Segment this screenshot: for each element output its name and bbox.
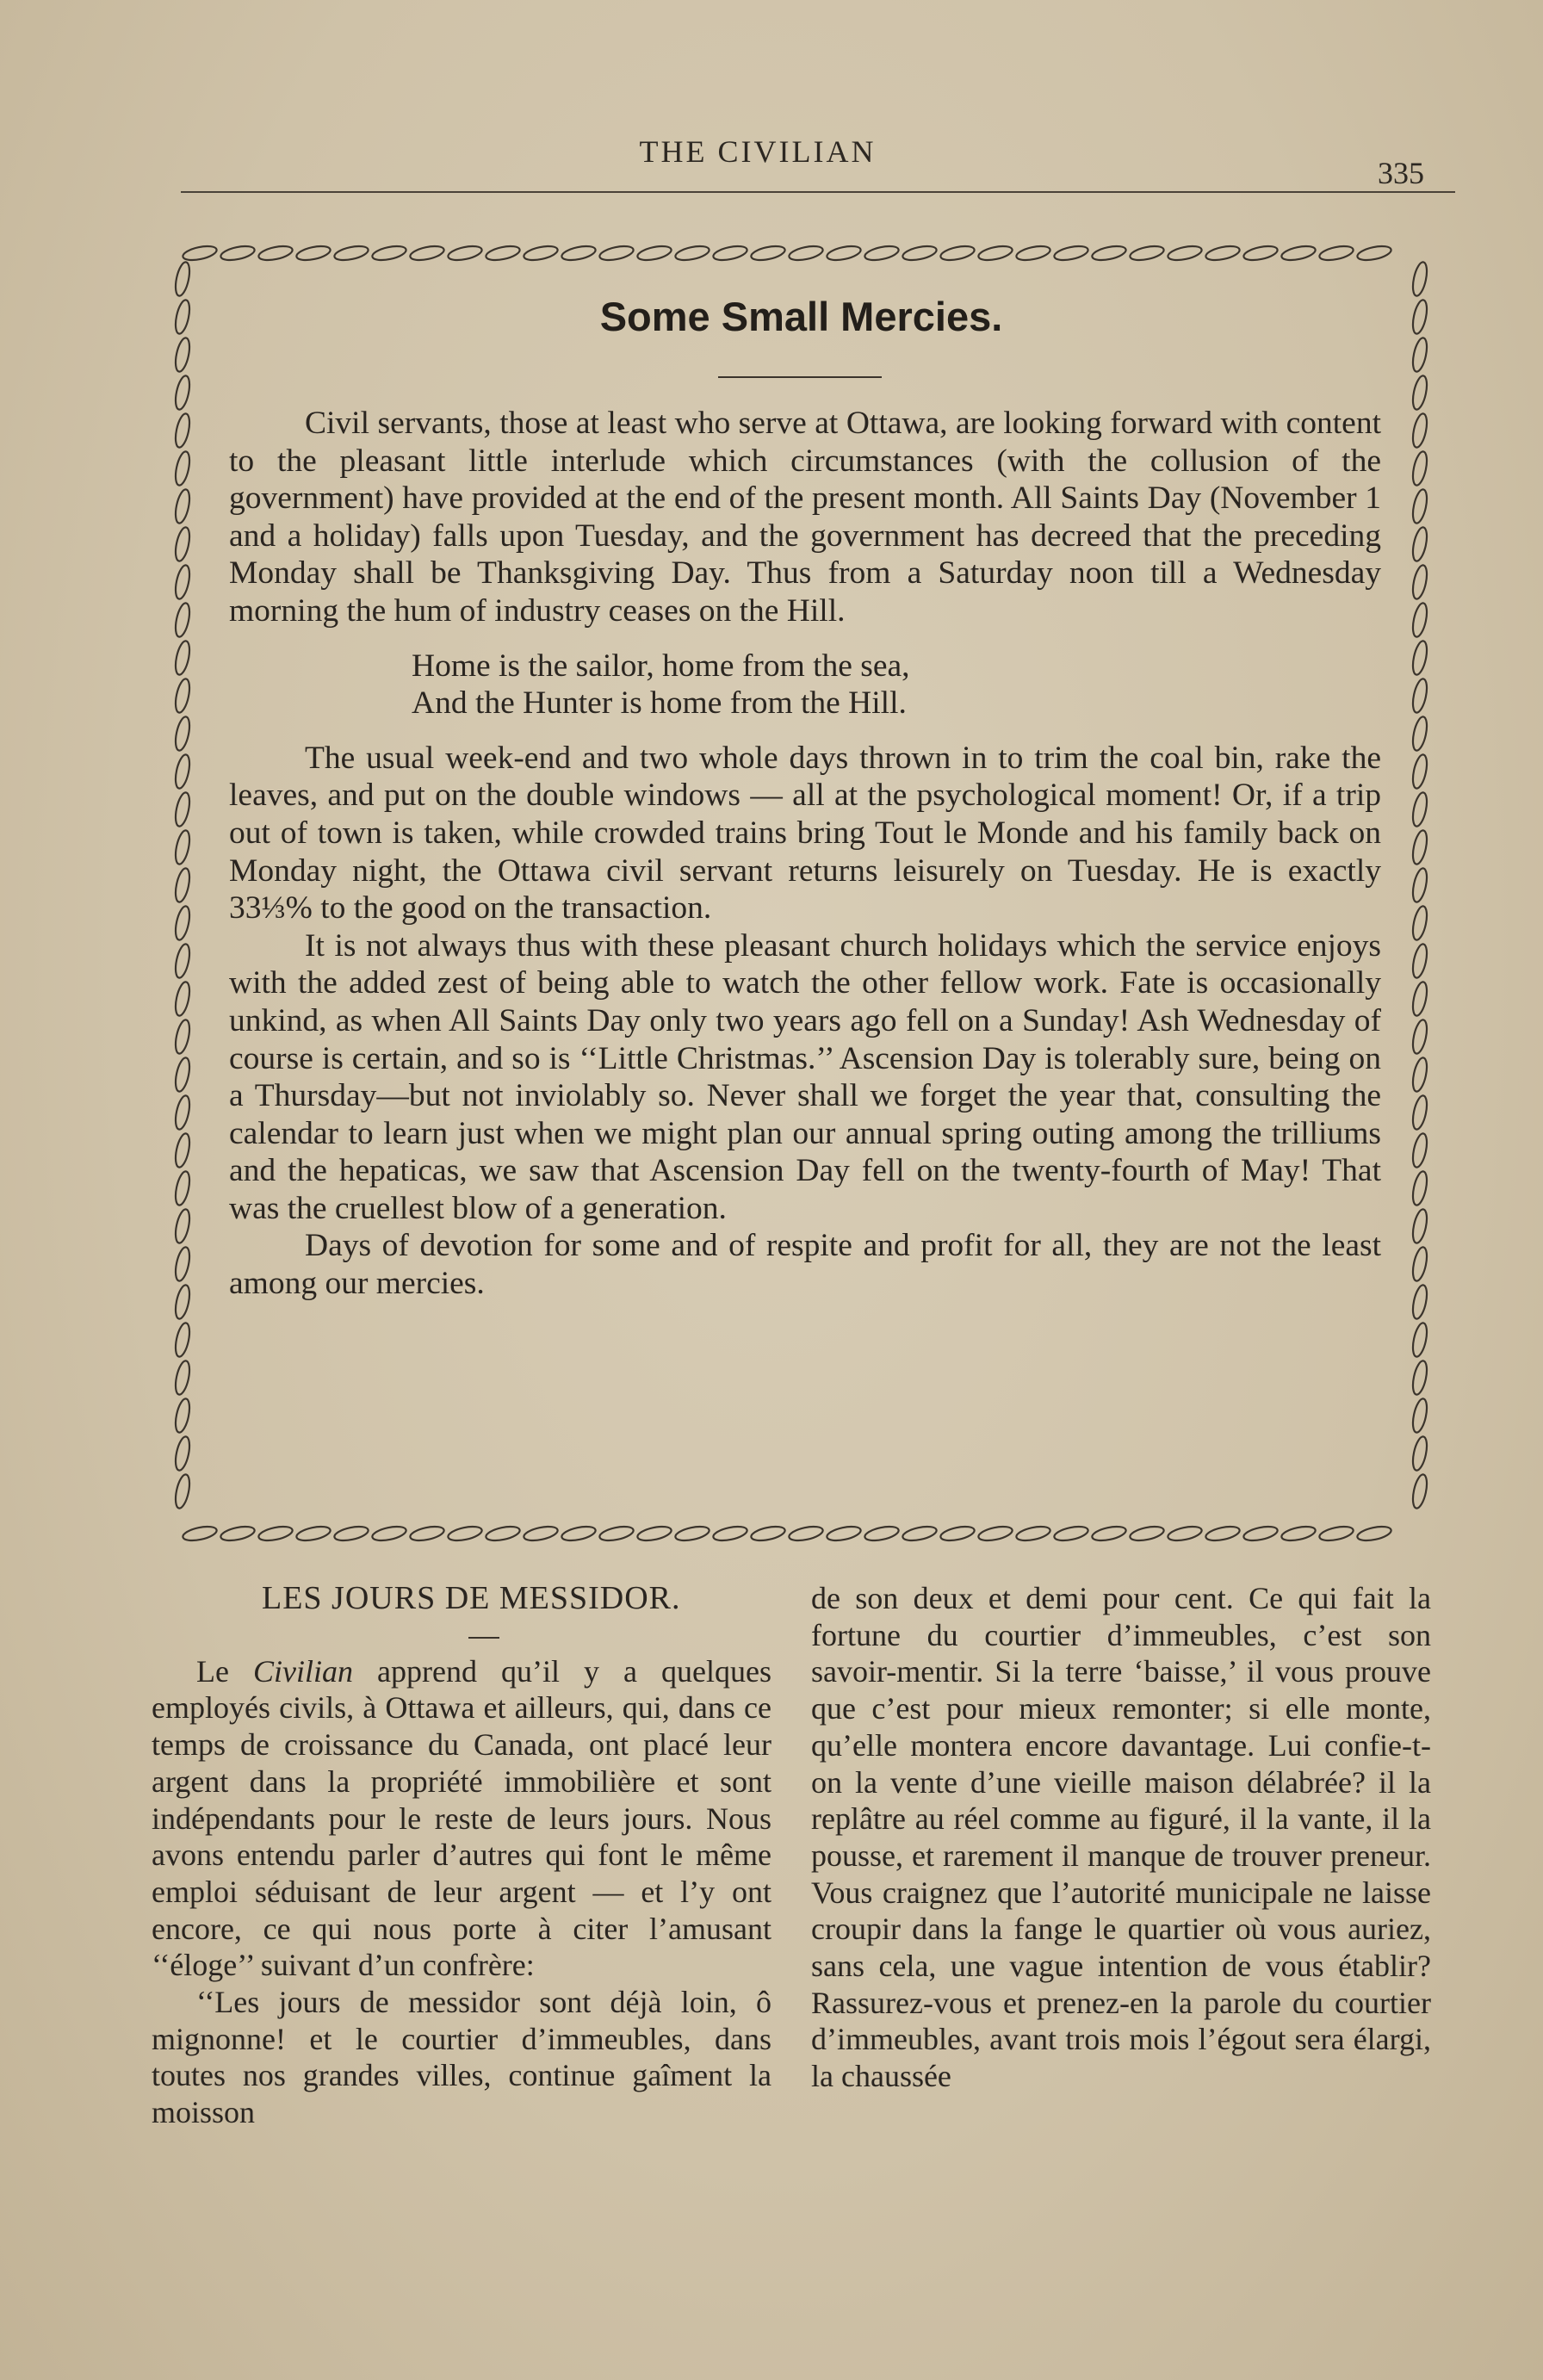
border-link [1410, 829, 1429, 865]
border-link [902, 244, 938, 263]
border-link [1242, 1524, 1279, 1543]
border-link [1280, 1524, 1317, 1543]
border-link [173, 678, 192, 714]
border-link [1015, 244, 1051, 263]
border-link [598, 244, 635, 263]
border-link [173, 1473, 192, 1509]
border-link [1167, 244, 1203, 263]
border-link [257, 244, 294, 263]
french-quote-continued: de son deux et demi pour cent. Ce qui fait la fortune du courtier d’immeubles, c’est son savoir-mentir. Si la terre ‘baisse,’ il vous prouve que c’est pour mieux remonter; si elle monte, qu’elle montera encore davantage. Lui confie-t-on la vente d’une vieille maison délabrée? il la replâtre au réel comme au figuré, il la vante, il la pousse, et rarement il manque de trouver preneur. Vous craignez que l’autorité municipale ne laisse croupir dans la fange le quartier où vous auriez, sans cela, une vague intention de vous établir? Rassurez-vous et prenez-en la parole du courtier d’immeubles, avant trois mois l’égout sera élargi, la chaussée [811, 1581, 1431, 2094]
border-link [173, 1322, 192, 1358]
border-link [173, 943, 192, 979]
verse-quote [229, 648, 1381, 722]
border-link [1410, 791, 1429, 827]
border-link [173, 412, 192, 449]
border-link [173, 488, 192, 524]
border-link [1410, 753, 1429, 790]
border-link [712, 1524, 748, 1543]
border-link [1129, 1524, 1165, 1543]
border-link [1410, 450, 1429, 487]
border-link [173, 981, 192, 1017]
page-number: 335 [1378, 156, 1424, 190]
border-link [1410, 602, 1429, 638]
border-link [750, 244, 786, 263]
border-link [788, 1524, 824, 1543]
article-body [229, 405, 1381, 1303]
border-link [1356, 1524, 1392, 1543]
border-link [902, 1524, 938, 1543]
border-link [173, 1057, 192, 1093]
border-link [1410, 1019, 1429, 1055]
border-link [826, 244, 862, 263]
border-link [636, 1524, 672, 1543]
border-link [712, 244, 748, 263]
border-link [1410, 1170, 1429, 1206]
border-link [939, 1524, 976, 1543]
border-link [1410, 1057, 1429, 1093]
border-link [1280, 244, 1317, 263]
border-link [561, 1524, 597, 1543]
border-link [173, 753, 192, 790]
border-link [1410, 412, 1429, 449]
boxed-article [170, 241, 1432, 1546]
border-link [561, 244, 597, 263]
border-link [636, 244, 672, 263]
border-link [1053, 244, 1089, 263]
article-paragraph-3: It is not always thus with these pleasant church holidays which the service enjoys with the added zest of being able to watch the other fellow work. Fate is occasionally unkind, as when All Saints Day only two years ago fell on a Sunday! Ash Wednesday of course is certain, and so is ‘‘Little Christmas.’’ Ascension Day is tolerably sure, being on a Thursday—but not inviolably so. Never shall we forget the year that, consulting the calendar to learn just when we might plan our annual spring outing among the trilliums and the hepaticas, we saw that Ascension Day fell on the twenty-fourth of May! That was the cruellest blow of a generation. [229, 927, 1381, 1226]
border-link [788, 244, 824, 263]
intro-prefix: Le [196, 1653, 253, 1689]
border-link [173, 602, 192, 638]
border-link [371, 1524, 407, 1543]
intro-text: apprend qu’il y a quelques employés civils, à Ottawa et ailleurs, qui, dans ce temps de croissance du Canada, ont placé leur argent dans la propriété immobilière et sont indépendants pour le reste de leurs jours. Nous avons entendu parler d’autres qui font le même emploi séduisant de leur argent — et l’y ont encore, ce qui nous porte à citer l’amusant ‘‘éloge’’ suivant d’un confrère: [152, 1653, 772, 1983]
border-link [674, 244, 710, 263]
border-link [182, 244, 218, 263]
running-title: THE CIVILIAN [639, 134, 877, 169]
border-link [447, 244, 483, 263]
border-link [939, 244, 976, 263]
border-link [173, 829, 192, 865]
border-link [1410, 337, 1429, 373]
french-quote-start: ‘‘Les jours de messidor sont déjà loin, ô mignonne! et le courtier d’immeubles, dans toutes nos grandes villes, continue gaîment la moisson [152, 1985, 772, 2130]
border-link [333, 1524, 369, 1543]
border-link [173, 337, 192, 373]
border-link [864, 1524, 900, 1543]
border-link [1410, 1284, 1429, 1320]
border-link [1410, 716, 1429, 752]
border-link [523, 1524, 559, 1543]
border-link [173, 791, 192, 827]
border-link [1205, 1524, 1241, 1543]
border-link [1091, 244, 1127, 263]
border-link [173, 1284, 192, 1320]
border-link [1410, 1246, 1429, 1282]
border-link [295, 244, 332, 263]
border-link [333, 244, 369, 263]
border-link [1242, 244, 1279, 263]
border-link [1410, 375, 1429, 411]
border-link [598, 1524, 635, 1543]
border-link [173, 1170, 192, 1206]
article-paragraph-4: Days of devotion for some and of respite and profit for all, they are not the least among our mercies. [229, 1228, 1381, 1302]
border-link [1410, 981, 1429, 1017]
border-link [1356, 244, 1392, 263]
border-link [1410, 1322, 1429, 1358]
border-link [1410, 261, 1429, 297]
border-link [1410, 943, 1429, 979]
border-link [1410, 867, 1429, 903]
border-link [523, 244, 559, 263]
border-link [1410, 1208, 1429, 1244]
border-link [173, 1398, 192, 1434]
border-link [750, 1524, 786, 1543]
border-link [220, 244, 256, 263]
border-link [1410, 640, 1429, 676]
border-link [1410, 488, 1429, 524]
border-link [1410, 526, 1429, 562]
heading-separator [152, 1617, 772, 1653]
border-link [173, 261, 192, 297]
article-paragraph-1: Civil servants, those at least who serve at Ottawa, are looking forward with content to the pleasant little interlude which circumstances (with the collusion of the government) have provided at the end of the present month. All Saints Day (November 1 and a holiday) falls upon Tuesday, and the government has decreed that the preceding Monday shall be Thanksgiving Day. Thus from a Saturday noon till a Wednesday morning the hum of industry ceases on the Hill. [229, 406, 1381, 629]
border-link [173, 1132, 192, 1168]
title-rule [718, 376, 882, 378]
border-link [173, 1360, 192, 1396]
article-paragraph-2: The usual week-end and two whole days thrown in to trim the coal bin, rake the leaves, and put on the double windows — all at the psychological moment! Or, if a trip out of town is taken, while crowded trains bring Tout le Monde and his family back on Monday night, the Ottawa civil servant returns leisurely on Tuesday. He is exactly 33⅓% to the good on the transaction. [229, 740, 1381, 927]
border-link [864, 244, 900, 263]
border-link [1410, 678, 1429, 714]
french-intro-paragraph [152, 1653, 772, 1984]
border-link [173, 564, 192, 600]
border-link [173, 1435, 192, 1472]
left-column [152, 1580, 772, 2131]
border-link [173, 867, 192, 903]
border-link [674, 1524, 710, 1543]
border-link [1015, 1524, 1051, 1543]
border-link [1410, 1435, 1429, 1472]
verse-line-1: Home is the sailor, home from the sea, [412, 648, 910, 684]
border-link [173, 716, 192, 752]
border-link [220, 1524, 256, 1543]
border-link [173, 1246, 192, 1282]
border-link [173, 526, 192, 562]
border-link [371, 244, 407, 263]
verse-line-2: And the Hunter is home from the Hill. [412, 685, 907, 722]
border-link [1410, 564, 1429, 600]
border-link [447, 1524, 483, 1543]
border-link [1167, 1524, 1203, 1543]
border-link [1410, 1094, 1429, 1131]
border-link [1053, 1524, 1089, 1543]
border-link [1091, 1524, 1127, 1543]
border-link [1410, 1360, 1429, 1396]
french-article-heading: LES JOURS DE MESSIDOR. [262, 1580, 681, 1616]
border-link [173, 1019, 192, 1055]
border-link [1205, 244, 1241, 263]
border-link [1318, 244, 1354, 263]
border-link [257, 1524, 294, 1543]
border-link [1129, 244, 1165, 263]
border-link [1410, 1132, 1429, 1168]
border-link [485, 1524, 521, 1543]
border-link [1410, 1473, 1429, 1509]
border-link [173, 375, 192, 411]
border-link [173, 450, 192, 487]
border-link [173, 905, 192, 941]
border-link [1318, 1524, 1354, 1543]
border-link [173, 1094, 192, 1131]
border-link [1410, 905, 1429, 941]
border-link [173, 1208, 192, 1244]
border-link [977, 1524, 1013, 1543]
border-link [182, 1524, 218, 1543]
right-column [811, 1580, 1431, 2095]
article-title: Some Small Mercies. [599, 294, 1003, 339]
border-link [295, 1524, 332, 1543]
border-link [1410, 1398, 1429, 1434]
border-link [977, 244, 1013, 263]
border-link [485, 244, 521, 263]
civilian-italic: Civilian [253, 1653, 353, 1689]
border-link [826, 1524, 862, 1543]
border-link [173, 640, 192, 676]
border-link [409, 244, 445, 263]
border-link [409, 1524, 445, 1543]
header-rule [181, 191, 1455, 193]
